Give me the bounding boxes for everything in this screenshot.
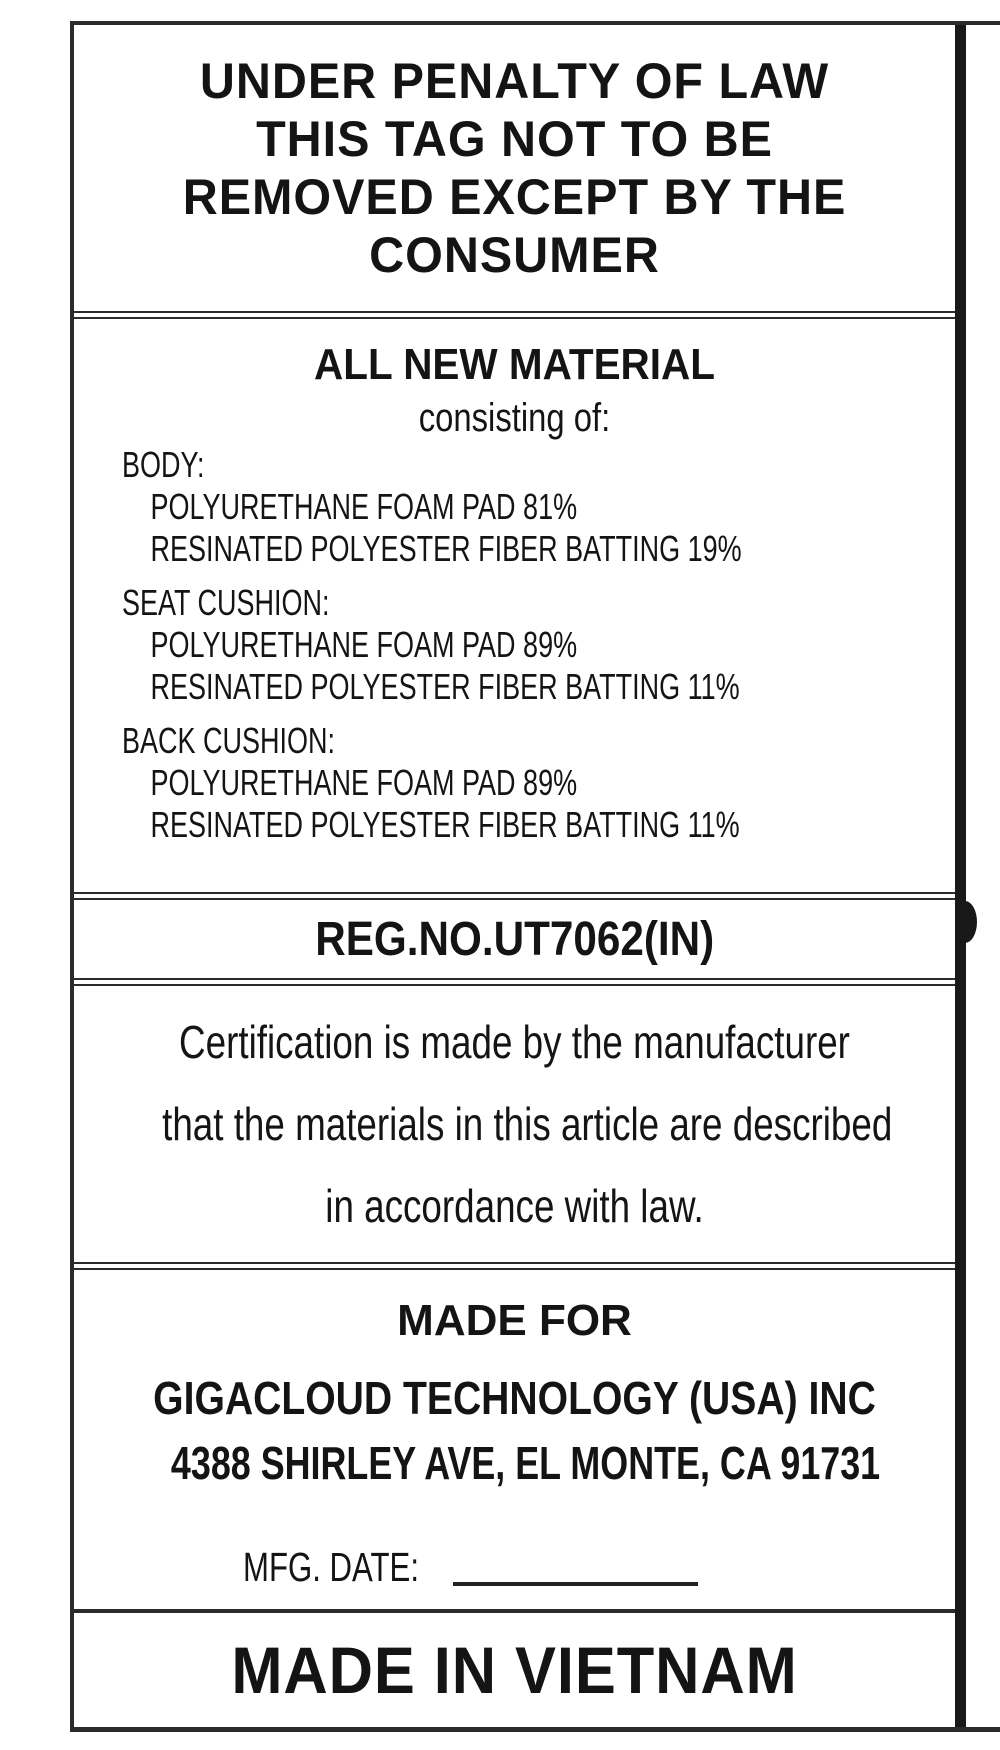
certification-line: in accordance with law. bbox=[325, 1180, 704, 1232]
material-group-back-cushion bbox=[122, 720, 955, 846]
section-divider bbox=[74, 978, 955, 986]
mfg-date-row bbox=[243, 1542, 803, 1596]
materials-list bbox=[74, 444, 955, 846]
material-group-name: SEAT CUSHION: bbox=[122, 582, 330, 623]
material-item: RESINATED POLYESTER FIBER BATTING 19% bbox=[150, 528, 742, 569]
section-divider bbox=[74, 892, 955, 900]
penalty-notice-section bbox=[74, 25, 955, 311]
material-group-body bbox=[122, 444, 955, 570]
made-for-title: MADE FOR bbox=[397, 1296, 632, 1345]
penalty-line: CONSUMER bbox=[369, 227, 660, 283]
made-for-section bbox=[74, 1266, 955, 1609]
label-border-bottom bbox=[70, 1727, 1000, 1732]
origin-section bbox=[74, 1613, 955, 1727]
mfg-date-blank-line bbox=[453, 1582, 698, 1586]
material-item: POLYURETHANE FOAM PAD 81% bbox=[150, 486, 578, 527]
penalty-line: REMOVED EXCEPT BY THE bbox=[182, 169, 847, 225]
mfg-date-label: MFG. DATE: bbox=[243, 1544, 419, 1590]
certification-section bbox=[74, 986, 955, 1262]
certification-line: Certification is made by the manufacturer bbox=[179, 1016, 850, 1068]
materials-section bbox=[74, 319, 955, 892]
company-name: GIGACLOUD TECHNOLOGY (USA) INC bbox=[153, 1372, 876, 1424]
material-item: RESINATED POLYESTER FIBER BATTING 11% bbox=[150, 666, 740, 707]
material-item: POLYURETHANE FOAM PAD 89% bbox=[150, 762, 578, 803]
certification-line: that the materials in this article are described bbox=[162, 1098, 893, 1150]
material-group-name: BACK CUSHION: bbox=[122, 720, 336, 761]
material-group-seat-cushion bbox=[122, 582, 955, 708]
material-group-name: BODY: bbox=[122, 444, 205, 485]
company-address: 4388 SHIRLEY AVE, EL MONTE, CA 91731 bbox=[170, 1437, 881, 1489]
material-item: RESINATED POLYESTER FIBER BATTING 11% bbox=[150, 804, 740, 845]
materials-title: ALL NEW MATERIAL bbox=[313, 340, 716, 389]
penalty-line: THIS TAG NOT TO BE bbox=[256, 111, 773, 167]
origin-text: MADE IN VIETNAM bbox=[231, 1633, 798, 1707]
label-right-edge-bar bbox=[955, 25, 966, 1727]
registration-section bbox=[74, 900, 955, 978]
registration-number: REG.NO.UT7062(IN) bbox=[314, 912, 714, 966]
material-item: POLYURETHANE FOAM PAD 89% bbox=[150, 624, 578, 665]
penalty-line: UNDER PENALTY OF LAW bbox=[199, 53, 830, 109]
right-edge-bar-notch bbox=[963, 901, 977, 943]
materials-subtitle: consisting of: bbox=[418, 396, 611, 440]
section-divider bbox=[74, 311, 955, 319]
